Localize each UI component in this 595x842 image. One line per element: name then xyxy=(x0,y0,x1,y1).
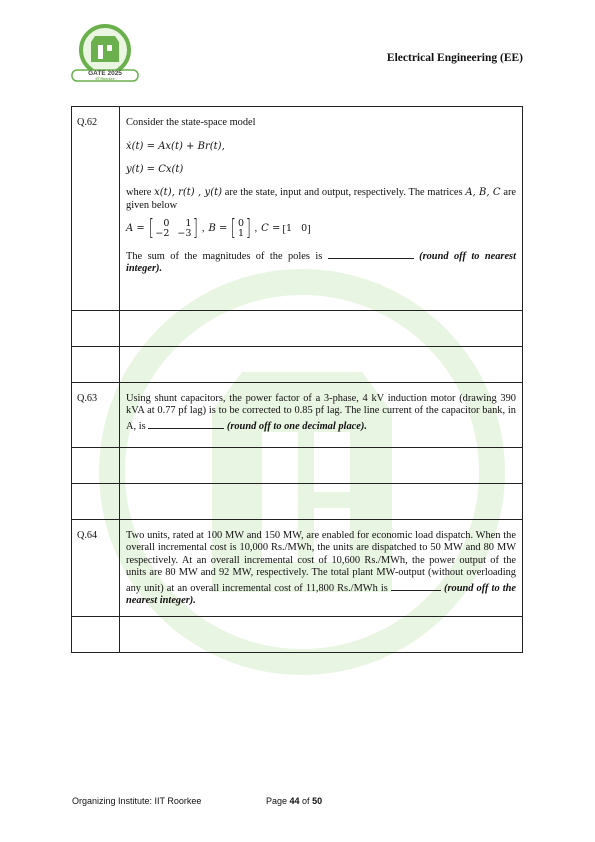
answer-row xyxy=(72,617,523,653)
question-row-62 xyxy=(72,107,523,311)
answer-row xyxy=(72,347,523,383)
logo-subtext: IIT Roorkee xyxy=(95,77,115,81)
matrix-definitions: A = [ 0 1 −2 −3 ] , B = [ 0 1 ] , C = [ 1 0 ] xyxy=(126,216,311,242)
question-number: Q.62 xyxy=(72,107,120,311)
state-equation: ẋ(t) = Ax(t) + Br(t), xyxy=(126,141,225,153)
answer-blank[interactable] xyxy=(148,418,224,429)
question-number: Q.63 xyxy=(72,383,120,448)
paper-title: Electrical Engineering (EE) xyxy=(386,52,523,64)
matrix-b: [ 0 1 ] xyxy=(231,216,251,242)
footer-page-number: Page 44 of 50 xyxy=(266,796,323,806)
where-mats: A, B, C xyxy=(465,187,501,199)
question-text: Using shunt capacitors, the power factor of a 3-phase, 4 kV induction motor (drawing 390 kVA at 0.77 pf lag) is to be corrected to 0.85 pf lag. The line current of the capacitor bank, in A, is (round off to one decimal place). xyxy=(126,393,516,432)
answer-row xyxy=(72,311,523,347)
question-text: Two units, rated at 100 MW and 150 MW, are enabled for economic load dispatch. When the overall incremental cost is 10,000 Rs./MWh, the units are dispatched to 50 MW and 80 MW respectively. At an overall incremental cost of 10,600 Rs./MWh, the power output of the units are 80 MW and 92 MW, respectively. The total plant MW-output (without overloading any unit) at an overall incremental cost of 11,800 Rs./MWh is (round off to the nearest integer). xyxy=(126,530,516,607)
current-page: 44 xyxy=(289,796,300,806)
matrix-c-label: C = xyxy=(261,222,281,234)
matrix-c: [ 1 0 ] xyxy=(282,222,311,235)
matrix-a-label: A = xyxy=(126,222,145,234)
question-body xyxy=(120,107,523,311)
rounding-instruction: (round off to one decimal place). xyxy=(226,420,367,432)
question-table xyxy=(71,106,523,653)
answer-row xyxy=(72,448,523,484)
logo-text: GATE 2025 IIT Roorkee xyxy=(77,70,133,81)
question-text: The sum of the magnitudes of the poles is (round off to nearest integer). xyxy=(126,248,516,276)
question-body xyxy=(120,383,523,448)
question-body xyxy=(120,520,523,617)
question-where: where x(t), r(t) , y(t) are the state, input and output, respectively. The matrices A, B, C are given below xyxy=(126,187,517,211)
matrix-a: [ 0 1 −2 −3 ] xyxy=(148,216,199,242)
question-number: Q.64 xyxy=(72,520,120,617)
question-intro: Consider the state-space model xyxy=(126,117,256,128)
rounding-instruction: (round off to nearest integer). xyxy=(126,251,516,275)
answer-blank[interactable] xyxy=(328,248,414,259)
rounding-instruction: (round off to the nearest integer). xyxy=(126,582,516,607)
where-vars: x(t), r(t) , y(t) xyxy=(154,187,223,199)
total-pages: 50 xyxy=(312,796,323,806)
question-row-63 xyxy=(72,383,523,448)
question-row-64 xyxy=(72,520,523,617)
answer-row xyxy=(72,484,523,520)
footer-institute: Organizing Institute: IIT Roorkee xyxy=(72,796,202,806)
matrix-b-label: B = xyxy=(208,222,228,234)
output-equation: y(t) = Cx(t) xyxy=(126,163,184,175)
answer-blank[interactable] xyxy=(391,580,441,591)
